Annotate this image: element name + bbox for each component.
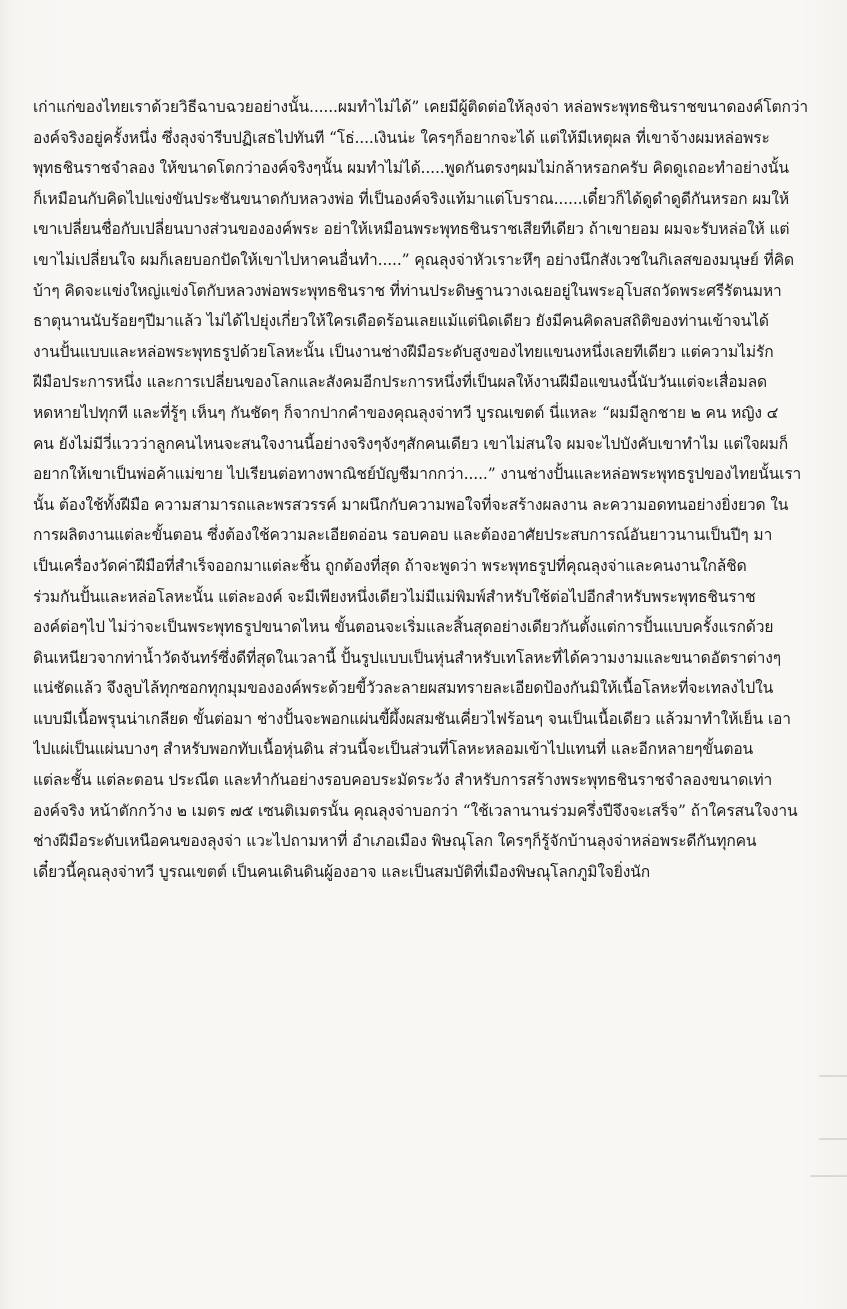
text-line: เขาไม่เปลี่ยนใจ ผมก็เลยบอกปัดให้เขาไปหาคนอื่นทำ.....” คุณลุงจ่าหัวเราะหึๆ อย่างนึกสังเวชในกิเลสของมนุษย์ ที่คิด [33, 250, 794, 269]
text-line: นั้น ต้องใช้ทั้งฝีมือ ความสามารถและพรสวรรค์ มาผนึกกับความพอใจที่จะสร้างผลงาน ละความอดทนอย่างยิ่งยวด ใน [33, 495, 789, 514]
text-line: ก็เหมือนกับคิดไปแข่งขันประชันขนาดกับหลวงพ่อ ที่เป็นองค์จริงแท้มาแต่โบราณ......เดี๋ยวก็ได้ดูดำดูดีกันหรอก ผมให้ [33, 189, 789, 208]
text-line: เดี๋ยวนี้คุณลุงจ่าทวี บูรณเขตต์ เป็นคนเดินดินผู้องอาจ และเป็นสมบัติที่เมืองพิษณุโลกภูมิใจยิ่งนัก [33, 862, 651, 881]
text-line: ร่วมกันปั้นและหล่อโลหะนั้น แต่ละองค์ จะมีเพียงหนึ่งเดียวไม่มีแม่พิมพ์สำหรับใช้ต่อไปอีกสำหรับพระพุทธชินราช [33, 587, 756, 606]
text-line: ดินเหนียวจากท่าน้ำวัดจันทร์ซึ่งดีที่สุดในเวลานี้ ปั้นรูปแบบเป็นหุ่นสำหรับเทโลหะที่ได้ความงามและขนาดอัตราต่างๆ [33, 648, 781, 667]
text-line: เป็นเครื่องวัดค่าฝีมือที่สำเร็จออกมาแต่ละชิ้น ถูกต้องที่สุด ถ้าจะพูดว่า พระพุทธรูปที่คุณลุงจ่าและคนงานใกล้ชิด [33, 556, 747, 575]
bleed-through-mark: ▁▁▁▁ [810, 1163, 847, 1177]
text-line: หดหายไปทุกที และที่รู้ๆ เห็นๆ กันชัดๆ ก็จากปากคำของคุณลุงจ่าทวี บูรณเขตต์ นี่แหละ “ผมมีลูกชาย ๒ คน หญิง ๔ [33, 403, 779, 422]
text-line: เขาเปลี่ยนชื่อกับเปลี่ยนบางส่วนขององค์พระ อย่าให้เหมือนพระพุทธชินราชเสียทีเดียว ถ้าเขายอม ผมจะรับหล่อให้ แต่ [33, 220, 790, 239]
text-line: อยากให้เขาเป็นพ่อค้าแม่ขาย ไปเรียนต่อทางพาณิชย์บัญชีมากกว่า.....” งานช่างปั้นและหล่อพระพุทธรูปของไทยนั้นเรา [33, 465, 802, 484]
text-line: พุทธชินราชจำลอง ให้ขนาดโตกว่าองค์จริงๆนั้น ผมทำไม่ได้.....พูดกันตรงๆผมไม่กล้าหรอกครับ คิดดูเถอะทำอย่างนั้น [33, 159, 789, 178]
bleed-through-mark: ▁▁▁ [819, 1063, 847, 1077]
text-line: องค์จริงอยู่ครั้งหนึ่ง ซึ่งลุงจ่ารีบปฏิเสธไปทันที “โธ่....เงินน่ะ ใครๆก็อยากจะได้ แต่ให้มีเหตุผล ที่เขาจ้างผมหล่อพระ [33, 128, 770, 147]
text-line: องค์จริง หน้าตักกว้าง ๒ เมตร ๗๕ เซนติเมตรนั้น คุณลุงจ่าบอกว่า “ใช้เวลานานร่วมครึ่งปีจึงจะเสร็จ” ถ้าใครสนใจงาน [33, 801, 798, 820]
text-line: ฝีมือประการหนึ่ง และการเปลี่ยนของโลกและสังคมอีกประการหนึ่งที่เป็นผลให้งานฝีมือแขนงนี้นับวันแต่จะเสื่อมลด [33, 373, 767, 392]
bleed-through-mark: ▁▁▁ [819, 1126, 847, 1140]
text-line: แน่ชัดแล้ว จึงลูบไล้ทุกซอกทุกมุมขององค์พระด้วยขี้วัวละลายผสมทรายละเอียดป้องกันมิให้เนื้อโลหะที่จะเทลงไปใน [33, 679, 774, 698]
text-line: การผลิตงานแต่ละขั้นตอน ซึ่งต้องใช้ความละเอียดอ่อน รอบคอบ และต้องอาศัยประสบการณ์อันยาวนานเป็นปีๆ มา [33, 526, 773, 545]
text-line: องค์ต่อๆไป ไม่ว่าจะเป็นพระพุทธรูปขนาดไหน ขั้นตอนจะเริ่มและสิ้นสุดอย่างเดียวกันตั้งแต่การปั้นแบบครั้งแรกด้วย [33, 618, 774, 637]
text-line: ช่างฝีมือระดับเหนือคนของลุงจ่า แวะไปถามหาที่ อำเภอเมือง พิษณุโลก ใครๆก็รู้จักบ้านลุงจ่าหล่อพระดีกันทุกคน [33, 832, 757, 851]
text-line: บ้าๆ คิดจะแข่งใหญ่แข่งโตกับหลวงพ่อพระพุทธชินราช ที่ท่านประดิษฐานวางเฉยอยู่ในพระอุโบสถวัดพระศรีรัตนมหา [33, 281, 782, 300]
text-line: ธาตุนานนับร้อยๆปีมาแล้ว ไม่ได้ไปยุ่งเกี่ยวให้ใครเดือดร้อนเลยแม้แต่นิดเดียว ยังมีคนคิดลบสถิติของท่านเข้าจนได้ [33, 312, 769, 331]
text-line: แต่ละชั้น แต่ละตอน ประณีต และทำกันอย่างรอบคอบระมัดระวัง สำหรับการสร้างพระพุทธชินราชจำลองขนาดเท่า [33, 771, 773, 790]
text-line: ไปแผ่เป็นแผ่นบางๆ สำหรับพอกทับเนื้อหุ่นดิน ส่วนนี้จะเป็นส่วนที่โลหะหลอมเข้าไปแทนที่ และอีกหลายๆขั้นตอน [33, 740, 754, 759]
text-line: งานปั้นแบบและหล่อพระพุทธรูปด้วยโลหะนั้น เป็นงานช่างฝีมือระดับสูงของไทยแขนงหนึ่งเลยทีเดียว แต่ความไม่รัก [33, 342, 774, 361]
text-line: แบบมีเนื้อพรุนน่าเกลียด ขั้นต่อมา ช่างปั้นจะพอกแผ่นขี้ผึ้งผสมชันเคี่ยวไฟร้อนๆ จนเป็นเนื้อเดียว แล้วมาทำให้เย็น เอา [33, 709, 791, 728]
text-line: คน ยังไม่มีวี่แววว่าลูกคนไหนจะสนใจงานนี้อย่างจริงๆจังๆสักคนเดียว เขาไม่สนใจ ผมจะไปบังคับเขาทำไม แต่ใจผมก็ [33, 434, 789, 453]
text-line: เก่าแก่ของไทยเราด้วยวิธีฉาบฉวยอย่างนั้น......ผมทำไม่ได้” เคยมีผู้ติดต่อให้ลุงจ่า หล่อพระพุทธชินราชขนาดองค์โตกว่า [33, 98, 808, 116]
body-text [33, 92, 823, 887]
